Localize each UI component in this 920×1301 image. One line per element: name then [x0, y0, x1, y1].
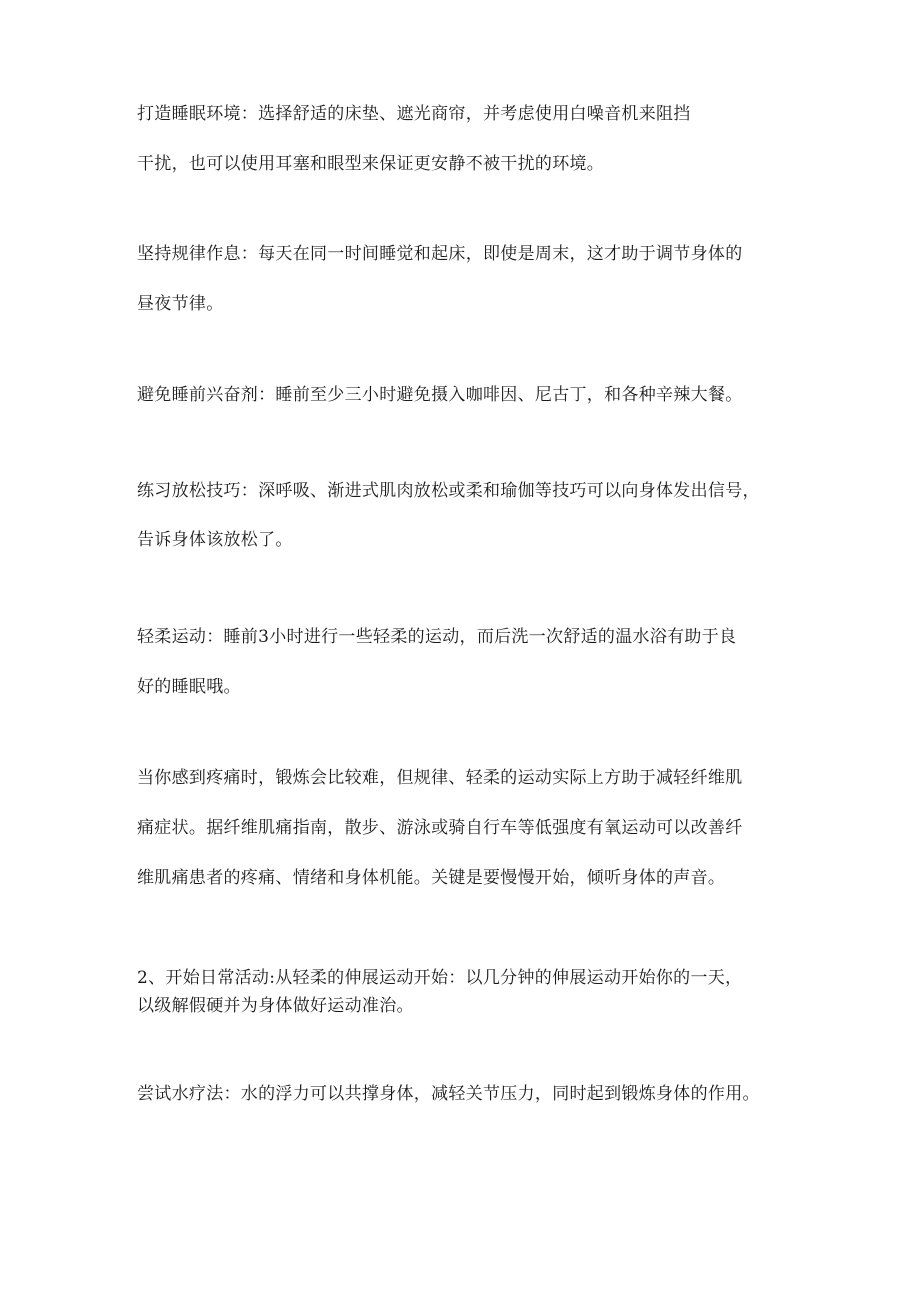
paragraph-8-line-1: 尝试水疗法：水的浮力可以共撑身体，减轻关节压力，同时起到锻炼身体的作用。	[137, 1084, 760, 1104]
paragraph-1-line-1: 打造睡眠环境：选择舒适的床垫、遮光商帘，并考虑使用白噪音机来阻挡	[137, 104, 691, 124]
paragraph-6-line-2: 痛症状。据纤维肌痛指南，散步、游泳或骑自行车等低强度有氧运动可以改善纤	[137, 818, 743, 838]
paragraph-6-line-1: 当你感到疼痛时，锻炼会比较难，但规律、轻柔的运动实际上方助于减轻纤维肌	[137, 768, 743, 788]
paragraph-4-line-2: 告诉身体该放松了。	[137, 530, 293, 550]
paragraph-1-line-2: 干扰，也可以使用耳塞和眼型来保证更安静不被干扰的环境。	[137, 154, 605, 174]
paragraph-7-line-2: 以级解假硬并为身体做好运动准治。	[137, 996, 414, 1016]
paragraph-2-line-2: 昼夜节律。	[137, 294, 224, 314]
paragraph-3-line-1: 避免睡前兴奋剂：睡前至少三小时避免摄入咖啡因、尼古丁，和各种辛辣大餐。	[137, 385, 743, 405]
paragraph-6-line-3: 维肌痛患者的疼痛、情绪和身体机能。关键是要慢慢开始，倾听身体的声音。	[137, 868, 726, 888]
paragraph-5-line-1: 轻柔运动：睡前3小时进行一些轻柔的运动，而后洗一次舒适的温水浴有助于良	[137, 627, 737, 647]
paragraph-4-line-1: 练习放松技巧：深呼吸、渐进式肌肉放松或柔和瑜伽等技巧可以向身体发出信号，	[137, 481, 760, 501]
paragraph-2-line-1: 坚持规律作息：每天在同一时间睡觉和起床，即使是周末，这才助于调节身体的	[137, 244, 743, 264]
paragraph-5-line-2: 好的睡眠哦。	[137, 677, 241, 697]
paragraph-7-line-1: 2、开始日常活动:从轻柔的伸展运动开始：以几分钟的伸展运动开始你的一天，	[137, 968, 743, 988]
